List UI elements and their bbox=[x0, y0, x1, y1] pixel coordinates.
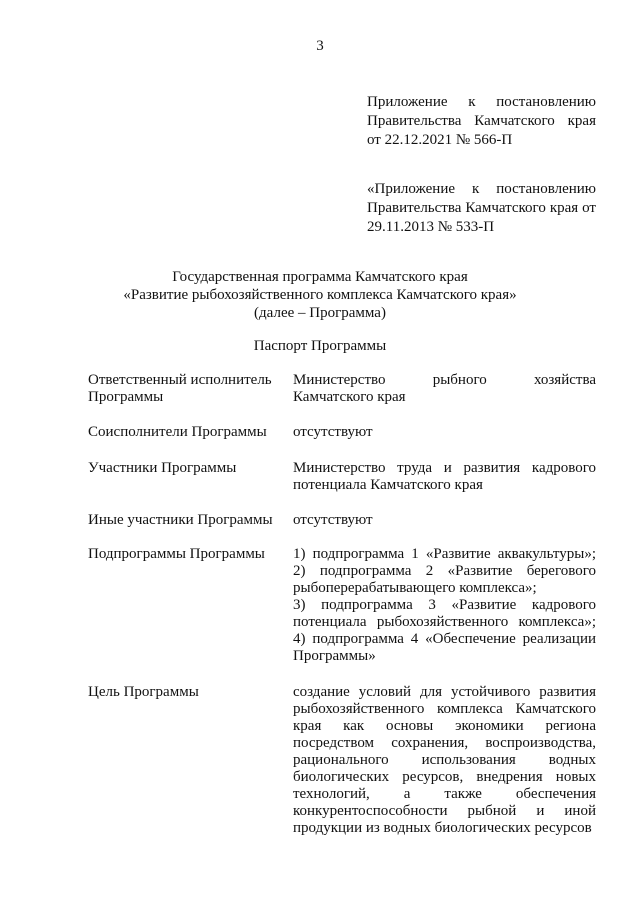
value-line: края как основы экономики региона bbox=[293, 718, 596, 734]
value-line: биологических ресурсов, внедрения новых bbox=[293, 769, 596, 785]
appendix-line: от 22.12.2021 № 566-П bbox=[367, 132, 513, 148]
row-label bbox=[88, 546, 284, 563]
appendix-original bbox=[367, 180, 596, 237]
appendix-line: Правительства Камчатского края от bbox=[367, 200, 596, 216]
value-line: потенциала рыбохозяйственного комплекса»; bbox=[293, 614, 596, 630]
program-title-line: (далее – Программа) bbox=[254, 305, 386, 321]
appendix-line: Приложение к постановлению bbox=[367, 94, 596, 110]
value-line: технологий, а также обеспечения bbox=[293, 786, 596, 802]
value-line: Министерство труда и развития кадрового bbox=[293, 460, 596, 476]
row-label bbox=[88, 372, 284, 406]
program-title-line: «Развитие рыбохозяйственного комплекса Камчатского края» bbox=[123, 287, 517, 303]
value-line: продукции из водных биологических ресурсов bbox=[293, 820, 592, 836]
value-line: потенциала Камчатского края bbox=[293, 477, 483, 493]
appendix-line: «Приложение к постановлению bbox=[367, 181, 596, 197]
value-line: создание условий для устойчивого развития bbox=[293, 684, 596, 700]
row-value bbox=[293, 684, 596, 837]
label-line: Цель Программы bbox=[88, 684, 199, 700]
appendix-current bbox=[367, 93, 596, 150]
value-line: 2) подпрограмма 2 «Развитие берегового bbox=[293, 563, 596, 579]
value-line: рыбоперерабатывающего комплекса»; bbox=[293, 580, 537, 596]
row-label bbox=[88, 460, 284, 477]
label-line: Программы bbox=[88, 389, 164, 405]
row-label bbox=[88, 424, 284, 441]
value-line: Министерство рыбного хозяйства bbox=[293, 372, 596, 388]
page-number: 3 bbox=[316, 38, 324, 54]
row-value bbox=[293, 512, 596, 529]
value-line: Программы» bbox=[293, 648, 376, 664]
program-title-line: Государственная программа Камчатского края bbox=[172, 269, 468, 285]
row-value bbox=[293, 424, 596, 441]
label-line: Иные участники Программы bbox=[88, 512, 273, 528]
value-line: посредством сохранения, воспроизводства, bbox=[293, 735, 596, 751]
value-line: конкурентоспособности рыбной и иной bbox=[293, 803, 596, 819]
label-line: Подпрограммы Программы bbox=[88, 546, 265, 562]
label-line: Участники Программы bbox=[88, 460, 237, 476]
value-line: рыбохозяйственного комплекса Камчатского bbox=[293, 701, 596, 717]
value-line: 1) подпрограмма 1 «Развитие аквакультуры»; bbox=[293, 546, 596, 562]
passport-heading: Паспорт Программы bbox=[253, 338, 387, 354]
row-value bbox=[293, 372, 596, 406]
label-line: Ответственный исполнитель bbox=[88, 372, 272, 388]
program-title bbox=[0, 268, 640, 322]
appendix-line: Правительства Камчатского края bbox=[367, 113, 596, 129]
row-value bbox=[293, 460, 596, 494]
value-line: отсутствуют bbox=[293, 424, 373, 440]
value-line: отсутствуют bbox=[293, 512, 373, 528]
label-line: Соисполнители Программы bbox=[88, 424, 267, 440]
row-label bbox=[88, 684, 284, 701]
row-label bbox=[88, 512, 284, 529]
row-value bbox=[293, 546, 596, 665]
appendix-line: 29.11.2013 № 533-П bbox=[367, 219, 495, 235]
value-line: рационального использования водных bbox=[293, 752, 596, 768]
value-line: Камчатского края bbox=[293, 389, 406, 405]
value-line: 3) подпрограмма 3 «Развитие кадрового bbox=[293, 597, 596, 613]
value-line: 4) подпрограмма 4 «Обеспечение реализации bbox=[293, 631, 596, 647]
